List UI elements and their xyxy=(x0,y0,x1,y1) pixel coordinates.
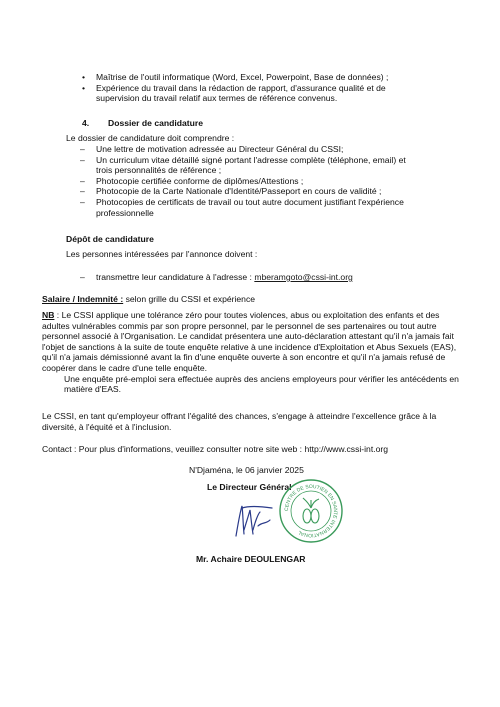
section-number: 4. xyxy=(82,118,90,128)
section-intro: Le dossier de candidature doit comprendre : xyxy=(66,133,235,143)
dash-icon: – xyxy=(80,196,85,207)
place-date: N'Djaména, le 06 janvier 2025 xyxy=(189,465,304,475)
list-item: – Photocopie de la Carte Nationale d'Identité/Passeport en cours de validité ; xyxy=(80,186,382,197)
skills-list xyxy=(82,72,422,104)
depot-title: Dépôt de candidature xyxy=(66,234,154,244)
section-title: Dossier de candidature xyxy=(108,118,204,128)
salaire-label: Salaire / Indemnité : xyxy=(42,294,124,304)
nb-paragraph: NB : Le CSSI applique une tolérance zéro pour toutes violences, abus ou exploitation des enfants et des adultes vulnérables commis par son propre personnel, par le personnel de ses partenaires ou tout autre personnel associé à l'Organisation. Le candidat présentera une auto-déclaration attestant qu'il n'a jamais fait l'objet de sanctions à la suite de toute enquête relative à une incidence d'Exploitation et Abus Sexuels (EAS), qu'il n'a jamais démissionné avant la fin d'une enquête ouverte à son encontre et qu'il n'a jamais refusé de coopérer dans le cadre d'une telle enquête. xyxy=(42,310,457,373)
bullet-icon: • xyxy=(82,82,86,93)
salaire-line: Salaire / Indemnité : selon grille du CSSI et expérience xyxy=(42,294,256,304)
list-item: – Photocopie certifiée conforme de diplômes/Attestions ; xyxy=(80,175,304,186)
depot-item: – transmettre leur candidature à l'adresse : mberamgoto@cssi-int.org xyxy=(80,272,353,282)
dash-icon: – xyxy=(80,144,85,154)
dossier-list xyxy=(80,144,415,218)
equality-paragraph: Le CSSI, en tant qu'employeur offrant l'égalité des chances, s'engage à atteindre l'excellence grâce à la diversité, à l'équité et à l'inclusion. xyxy=(42,411,437,432)
list-item: • Expérience du travail dans la rédaction de rapport, d'assurance qualité et de supervision du travail relatif aux termes de référence convenus. xyxy=(82,82,386,104)
list-item: – Une lettre de motivation adressée au Directeur Général du CSSI; xyxy=(80,144,344,154)
dash-icon: – xyxy=(80,175,85,186)
dash-icon: – xyxy=(80,272,85,282)
signatory-name: Mr. Achaire DEOULENGAR xyxy=(196,554,306,564)
nb-paragraph-2: Une enquête pré-emploi sera effectuée auprès des anciens employeurs pour vérifier les antécédents en matière d'EAS. xyxy=(64,373,459,395)
dash-icon: – xyxy=(80,186,85,197)
list-item: – Photocopies de certificats de travail ou tout autre document justifiant l'expérience professionnelle xyxy=(80,196,404,218)
signatory-title: Le Directeur Général xyxy=(207,482,292,492)
handwritten-signature-icon xyxy=(228,500,288,540)
email-link[interactable]: mberamgoto@cssi-int.org xyxy=(254,272,353,282)
contact-line: Contact : Pour plus d'informations, veuillez consulter notre site web : http://www.cssi-int.org xyxy=(42,444,389,454)
nb-label: NB xyxy=(42,310,55,320)
svg-text:CENTRE DE SOUTIEN EN SANTE INT: CENTRE DE SOUTIEN EN SANTE INTERNATIONAL xyxy=(283,483,339,539)
dash-icon: – xyxy=(80,154,85,165)
list-item: • Maîtrise de l'outil informatique (Word, Excel, Powerpoint, Base de données) ; xyxy=(82,72,389,82)
bullet-icon: • xyxy=(82,72,86,82)
list-item: – Un curriculum vitae détaillé signé portant l'adresse complète (téléphone, email) et trois personnalités de référence ; xyxy=(80,154,406,176)
depot-intro: Les personnes intéressées par l'annonce doivent : xyxy=(66,249,258,259)
nb-block xyxy=(42,310,460,395)
